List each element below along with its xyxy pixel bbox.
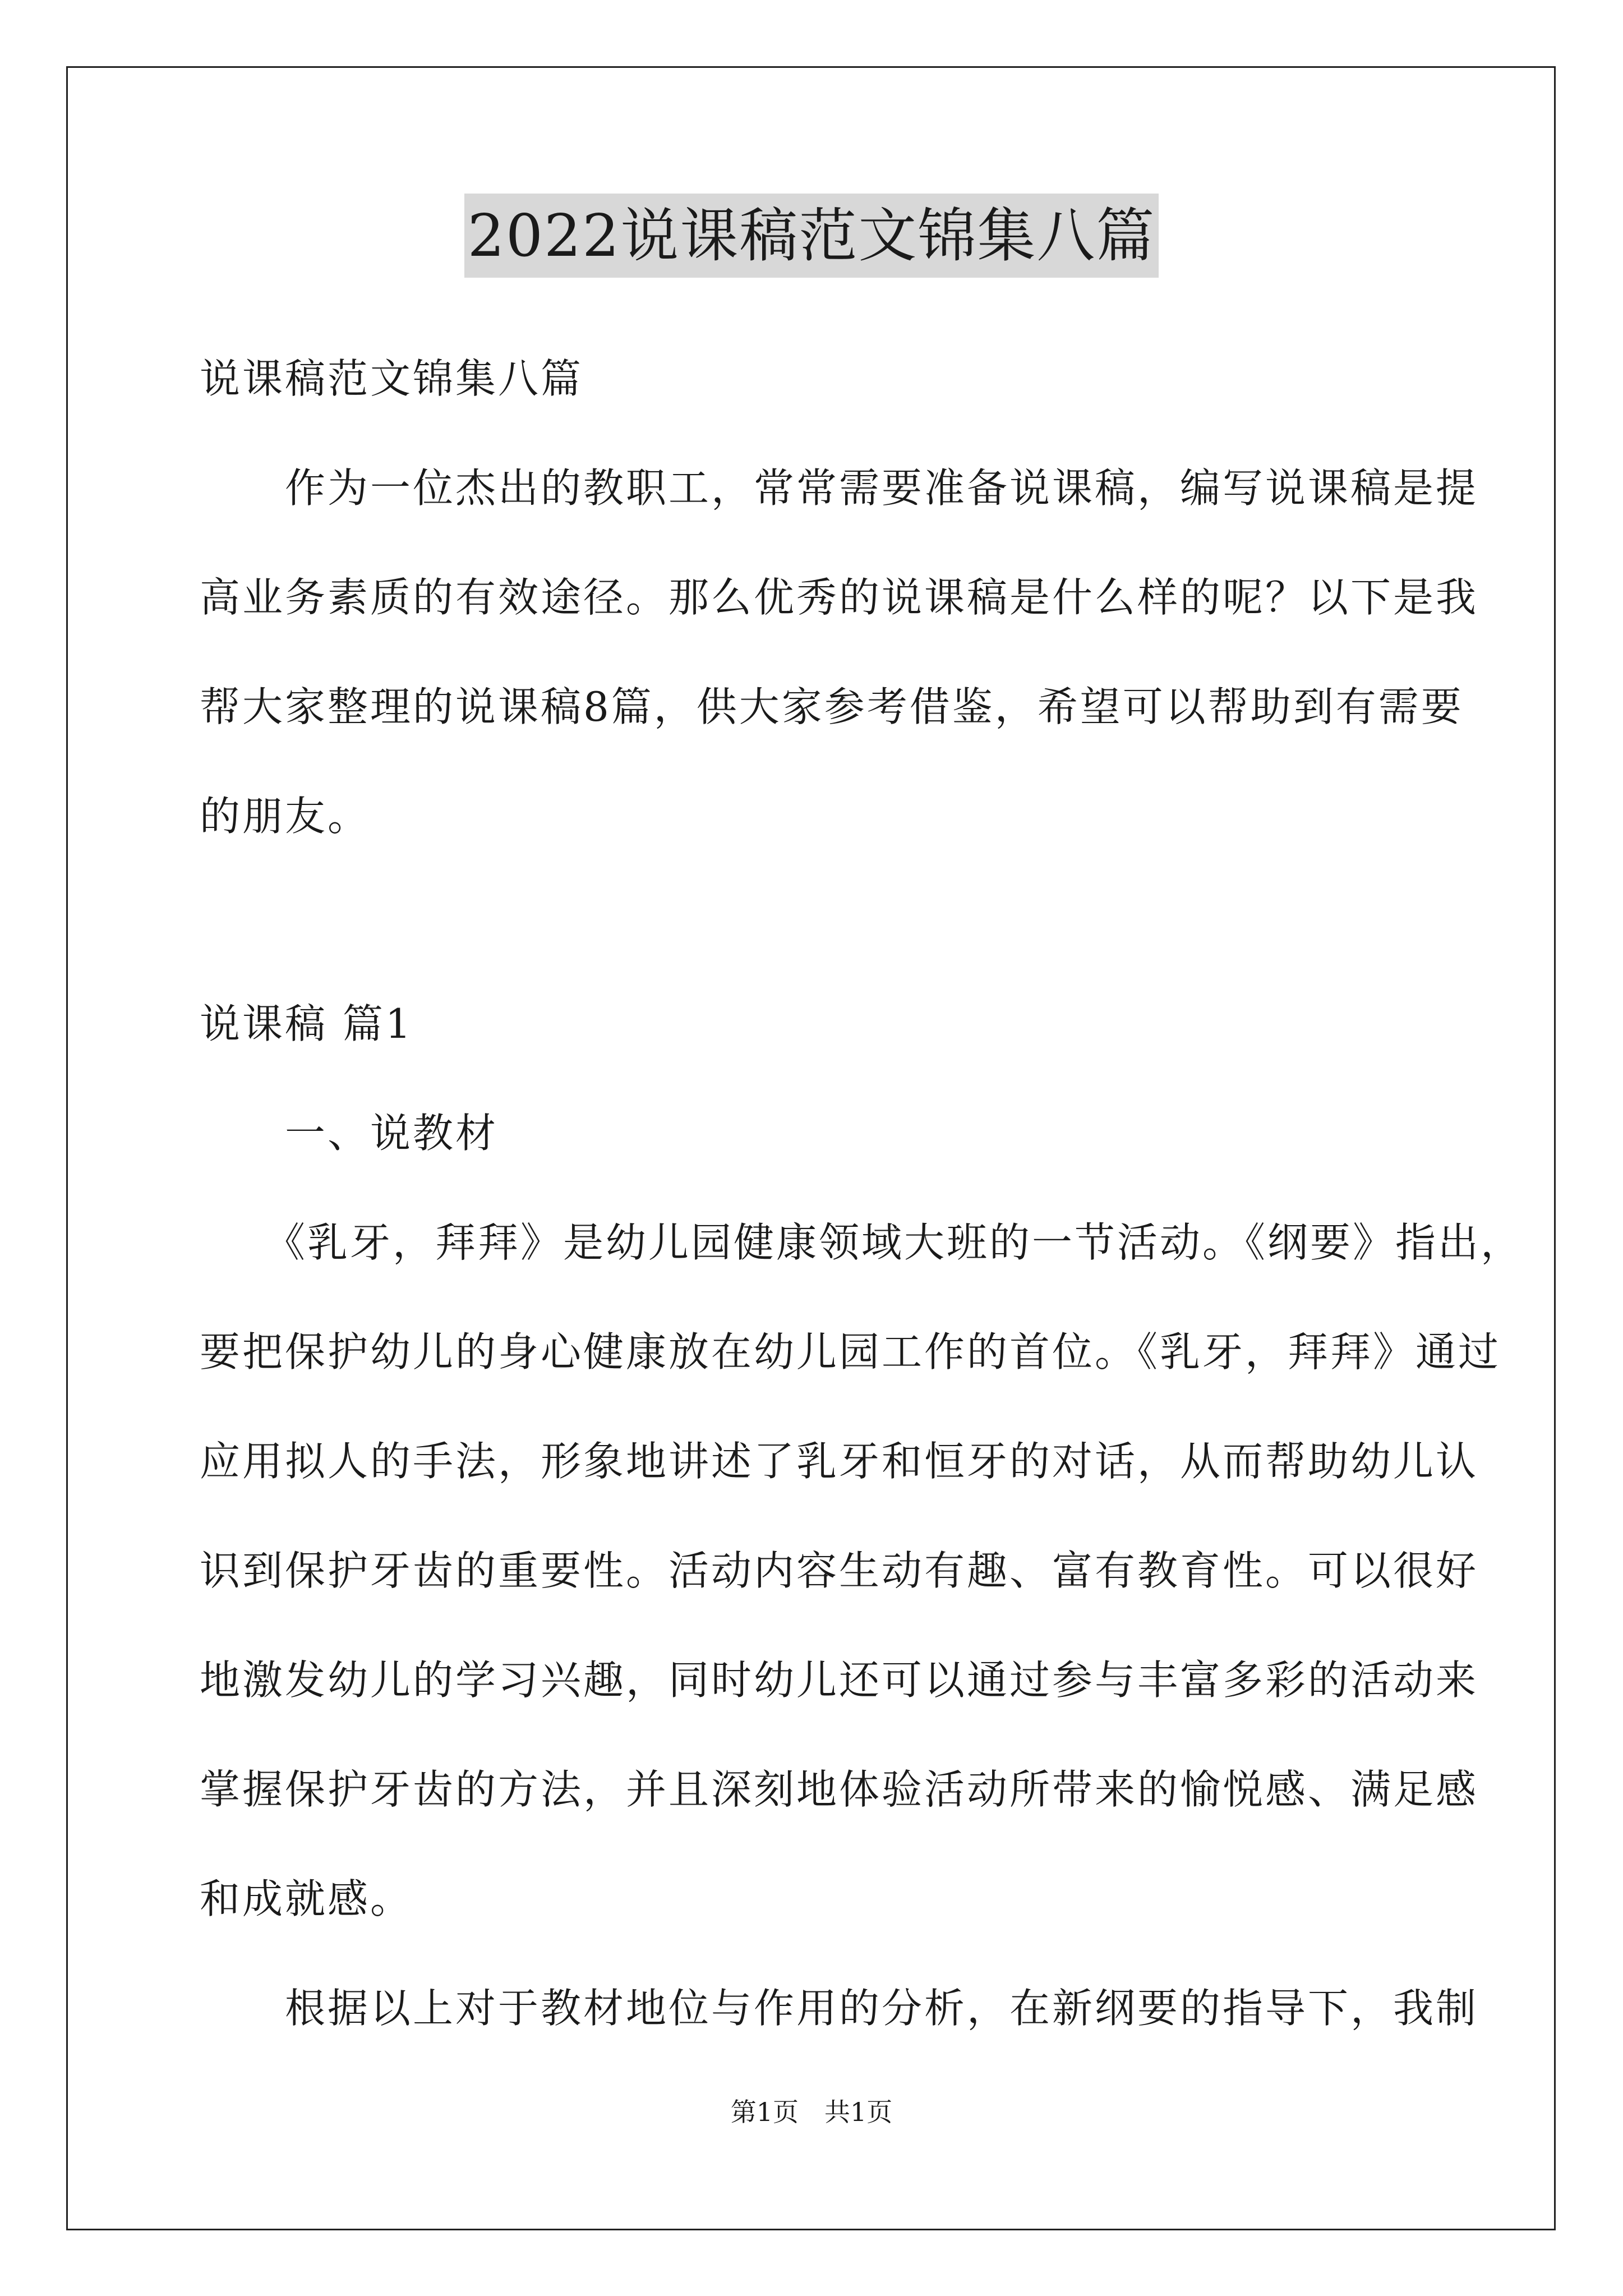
body-line: 地激发幼儿的学习兴趣，同时幼儿还可以通过参与丰富多彩的活动来 bbox=[200, 1657, 1479, 1704]
body-line: 要把保护幼儿的身心健康放在幼儿园工作的首位。《乳牙，拜拜》通过 bbox=[200, 1328, 1501, 1375]
body-line: 识到保护牙齿的重要性。活动内容生动有趣、富有教育性。可以很好 bbox=[200, 1547, 1479, 1594]
intro-line: 的朋友。 bbox=[200, 793, 371, 840]
sub-heading: 一、说教材 bbox=[200, 1110, 499, 1157]
title-container bbox=[0, 194, 1623, 278]
intro-line: 高业务素质的有效途径。那么优秀的说课稿是什么样的呢？以下是我 bbox=[200, 574, 1479, 621]
page-footer: 第1页 共1页 bbox=[730, 2097, 893, 2127]
body-line: 掌握保护牙齿的方法，并且深刻地体验活动所带来的愉悦感、满足感 bbox=[200, 1766, 1479, 1813]
document-subtitle: 说课稿范文锦集八篇 bbox=[200, 355, 584, 402]
intro-line: 作为一位杰出的教职工，常常需要准备说课稿，编写说课稿是提 bbox=[200, 464, 1479, 512]
body-line: 应用拟人的手法，形象地讲述了乳牙和恒牙的对话，从而帮助幼儿认 bbox=[200, 1438, 1479, 1485]
document-title: 2022说课稿范文锦集八篇 bbox=[464, 194, 1159, 278]
section-heading: 说课稿 篇1 bbox=[200, 1000, 413, 1047]
body-line: 和成就感。 bbox=[200, 1875, 413, 1922]
intro-line: 帮大家整理的说课稿8篇，供大家参考借鉴，希望可以帮助到有需要 bbox=[200, 683, 1464, 730]
body-line: 根据以上对于教材地位与作用的分析，在新纲要的指导下，我制 bbox=[200, 1985, 1479, 2032]
body-line: 《乳牙，拜拜》是幼儿园健康领域大班的一节活动。《纲要》指出， bbox=[200, 1219, 1524, 1266]
